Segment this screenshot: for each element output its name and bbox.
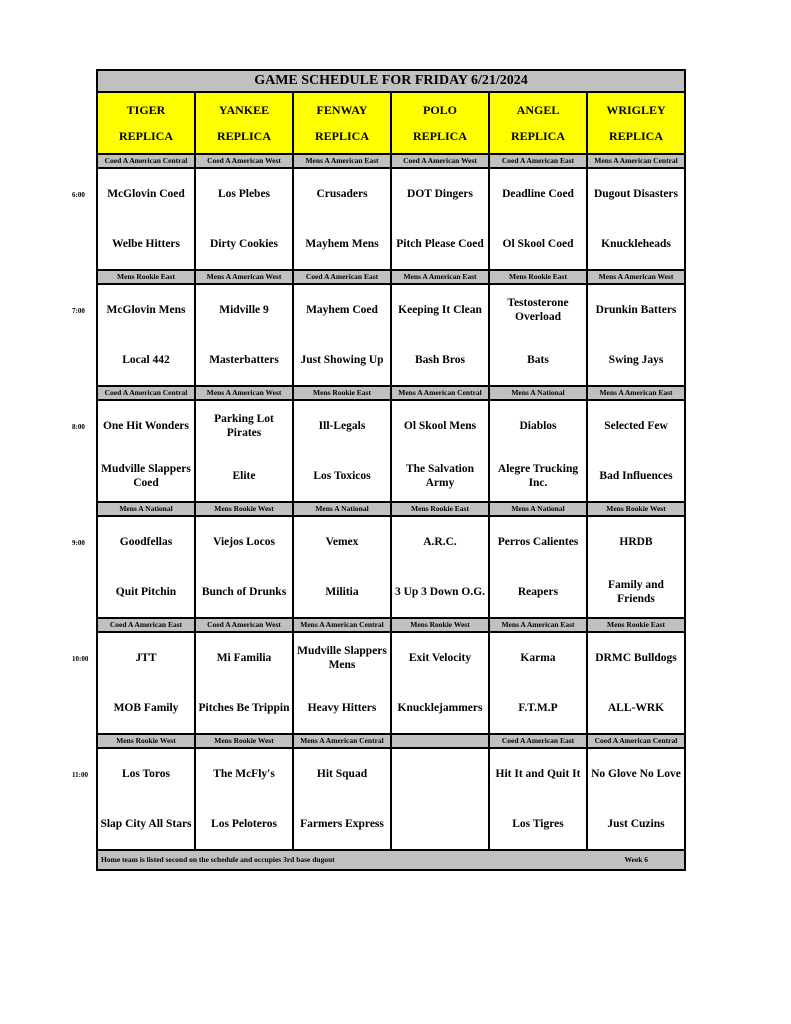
game-cell [490,285,588,385]
game-row [98,749,684,851]
division-label: Mens Rookie West [98,735,196,747]
game-cell [588,285,684,385]
time-label: 6:00 [72,191,85,199]
field-sub: REPLICA [412,128,467,143]
game-cell [588,633,684,733]
division-label: Mens A National [490,503,588,515]
game-cell [294,169,392,269]
home-team: Bash Bros [415,354,465,366]
away-team: Deadline Coed [502,188,574,200]
game-cell [98,633,196,733]
home-team: Los Tigres [512,818,564,830]
time-slots [98,155,684,851]
game-cell [392,401,490,501]
game-cell [294,285,392,385]
home-team: ALL-WRK [607,702,665,714]
away-team: Drunkin Batters [595,304,677,316]
away-team: Los Plebes [217,188,271,200]
game-cell [588,169,684,269]
division-label: Mens A American Central [294,735,392,747]
division-label: Mens A American Central [594,156,678,165]
division-label: Mens A American East [294,155,392,167]
away-team: Crusaders [316,188,368,200]
home-team: Family and Friends [608,579,664,605]
away-team: The McFly's [213,768,275,780]
away-team: One Hit Wonders [102,420,190,432]
field-sub: REPLICA [216,128,271,143]
division-label: Coed A American East [490,735,588,747]
home-team: Quit Pitchin [115,586,177,598]
division-label: Mens A American East [490,619,588,631]
game-cell [588,517,684,617]
game-cell [196,401,294,501]
home-team: Los Peloteros [211,818,277,830]
division-label: Mens Rookie West [196,735,294,747]
game-cell [392,633,490,733]
home-team: Local 442 [122,354,170,366]
time-label: 11:00 [72,771,88,779]
away-team: Selected Few [604,420,668,432]
division-label [392,735,490,747]
division-label: Mens A American West [598,272,674,281]
home-team: Knucklejammers [397,702,483,714]
division-label: Mens A American West [196,387,294,399]
schedule-table [96,69,686,871]
division-label: Mens A National [490,387,588,399]
away-team: Ol Skool Mens [403,420,477,432]
away-team: Diablos [519,420,557,432]
home-team: Militia [325,586,359,598]
home-team: Slap City All Stars [100,818,192,830]
division-row [98,503,684,517]
away-team: HRDB [619,536,653,548]
field-name: TIGER [126,102,166,117]
division-label: Mens A National [98,503,196,515]
division-label: Coed A American West [196,619,294,631]
away-team: Mudville Slappers Mens [297,645,387,671]
division-label: Coed A American Central [98,387,196,399]
home-team: Ol Skool Coed [502,238,574,250]
away-team: Los Toros [121,768,171,780]
game-cell [98,285,196,385]
division-label: Mens A National [294,503,392,515]
game-cell [196,749,294,849]
field-name: FENWAY [316,102,368,117]
home-team: Knuckleheads [601,238,671,250]
field-name: YANKEE [218,102,270,117]
time-label: 9:00 [72,539,85,547]
away-team: Dugout Disasters [593,188,678,200]
game-cell [98,169,196,269]
home-team: Welbe Hitters [111,238,181,250]
field-sub: REPLICA [608,128,663,143]
division-label: Mens A American Central [392,387,490,399]
away-team: Karma [520,652,556,664]
home-team: Swing Jays [608,354,664,366]
away-team: No Glove No Love [591,768,681,780]
division-label: Mens A American East [392,271,490,283]
division-label: Coed A American Central [594,736,678,745]
away-team: Hit It and Quit It [495,768,581,780]
away-team: Vemex [325,536,359,548]
home-team: The Salvation Army [405,463,475,489]
game-cell [588,749,684,849]
home-team: Pitches Be Trippin [198,702,290,714]
time-label: 7:00 [72,307,85,315]
home-team: Reapers [517,586,559,598]
field-header [392,93,490,153]
division-label: Mens Rookie East [98,271,196,283]
field-name: ANGEL [516,102,560,117]
game-cell [490,401,588,501]
game-cell [490,633,588,733]
game-cell [294,517,392,617]
away-team: Midville 9 [219,304,269,316]
field-header [98,93,196,153]
game-cell [196,517,294,617]
away-team: Parking Lot Pirates [214,413,274,439]
away-team: McGlovin Coed [107,188,185,200]
field-sub: REPLICA [510,128,565,143]
game-cell [294,633,392,733]
game-cell [392,285,490,385]
away-team: Perros Calientes [497,536,579,548]
home-team: Pitch Please Coed [396,238,484,250]
game-cell [98,517,196,617]
home-team: Masterbatters [209,354,279,366]
division-label: Mens Rookie West [196,503,294,515]
away-team: Keeping It Clean [398,304,482,316]
field-name: POLO [422,102,457,117]
home-team: Just Showing Up [300,354,384,366]
home-team: Bats [527,354,549,366]
home-team: F.T.M.P [518,702,558,714]
home-team: Heavy Hitters [307,702,377,714]
home-team: Bad Influences [599,470,673,482]
away-team: Mi Familia [216,652,272,664]
week-label: Week 6 [624,855,648,864]
game-row [98,517,684,619]
away-team: Exit Velocity [408,652,472,664]
division-label: Mens Rookie East [392,503,490,515]
field-header [294,93,392,153]
division-label: Mens Rookie East [294,387,392,399]
field-sub: REPLICA [314,128,369,143]
home-team: MOB Family [113,702,179,714]
division-label: Mens Rookie West [392,619,490,631]
division-label: Mens A American East [599,388,673,397]
game-cell [98,401,196,501]
field-sub: REPLICA [118,128,173,143]
division-label: Coed A American East [294,271,392,283]
division-row [98,387,684,401]
home-team: Farmers Express [300,818,384,830]
division-label: Mens A American Central [294,619,392,631]
away-team: Hit Squad [316,768,368,780]
game-cell [490,517,588,617]
schedule-title: GAME SCHEDULE FOR FRIDAY 6/21/2024 [98,71,684,93]
home-team: 3 Up 3 Down O.G. [394,586,486,598]
division-row [98,735,684,749]
home-team-note: Home team is listed second on the schedule and occupies 3rd base dugout [101,855,335,864]
division-label: Mens Rookie East [607,620,665,629]
home-team: Just Cuzins [607,818,665,830]
away-team: DOT Dingers [407,188,473,200]
away-team: McGlovin Mens [106,304,186,316]
field-header-row [98,93,684,155]
game-cell [196,285,294,385]
game-cell [196,169,294,269]
division-row [98,619,684,633]
division-label: Mens Rookie East [490,271,588,283]
division-row [98,155,684,169]
home-team: Mudville Slappers Coed [101,463,191,489]
division-label: Coed A American East [490,155,588,167]
division-label: Coed A American East [98,619,196,631]
division-label: Mens A American West [196,271,294,283]
division-label: Coed A American West [196,155,294,167]
away-team: A.R.C. [423,536,457,548]
field-header [490,93,588,153]
home-team: Elite [232,470,256,482]
schedule-footer [98,851,684,869]
game-cell [588,401,684,501]
game-row [98,285,684,387]
division-label: Mens Rookie West [606,504,666,513]
away-team: DRMC Bulldogs [595,652,677,664]
time-label: 8:00 [72,423,85,431]
away-team: Viejos Locos [213,536,275,548]
away-team [392,749,488,799]
division-row [98,271,684,285]
game-cell [490,749,588,849]
game-cell [294,401,392,501]
game-cell [294,749,392,849]
home-team: Los Toxicos [313,470,371,482]
home-team: Bunch of Drunks [201,586,287,598]
game-cell [98,749,196,849]
game-cell [490,169,588,269]
game-cell [392,169,490,269]
game-cell [392,517,490,617]
field-name: WRIGLEY [606,102,666,117]
home-team: Alegre Trucking Inc. [497,463,579,489]
division-label: Coed A American West [392,155,490,167]
away-team: Testosterone Overload [507,297,569,323]
time-label: 10:00 [72,655,89,663]
game-cell [392,749,490,849]
away-team: Ill-Legals [318,420,366,432]
away-team: JTT [135,652,157,664]
home-team: Dirty Cookies [209,238,279,250]
game-row [98,633,684,735]
home-team [392,799,488,849]
away-team: Mayhem Coed [306,304,378,316]
game-row [98,169,684,271]
game-cell [196,633,294,733]
game-row [98,401,684,503]
home-team: Mayhem Mens [305,238,379,250]
division-label: Coed A American Central [98,155,196,167]
away-team: Goodfellas [119,536,173,548]
field-header [588,93,684,153]
field-header [196,93,294,153]
